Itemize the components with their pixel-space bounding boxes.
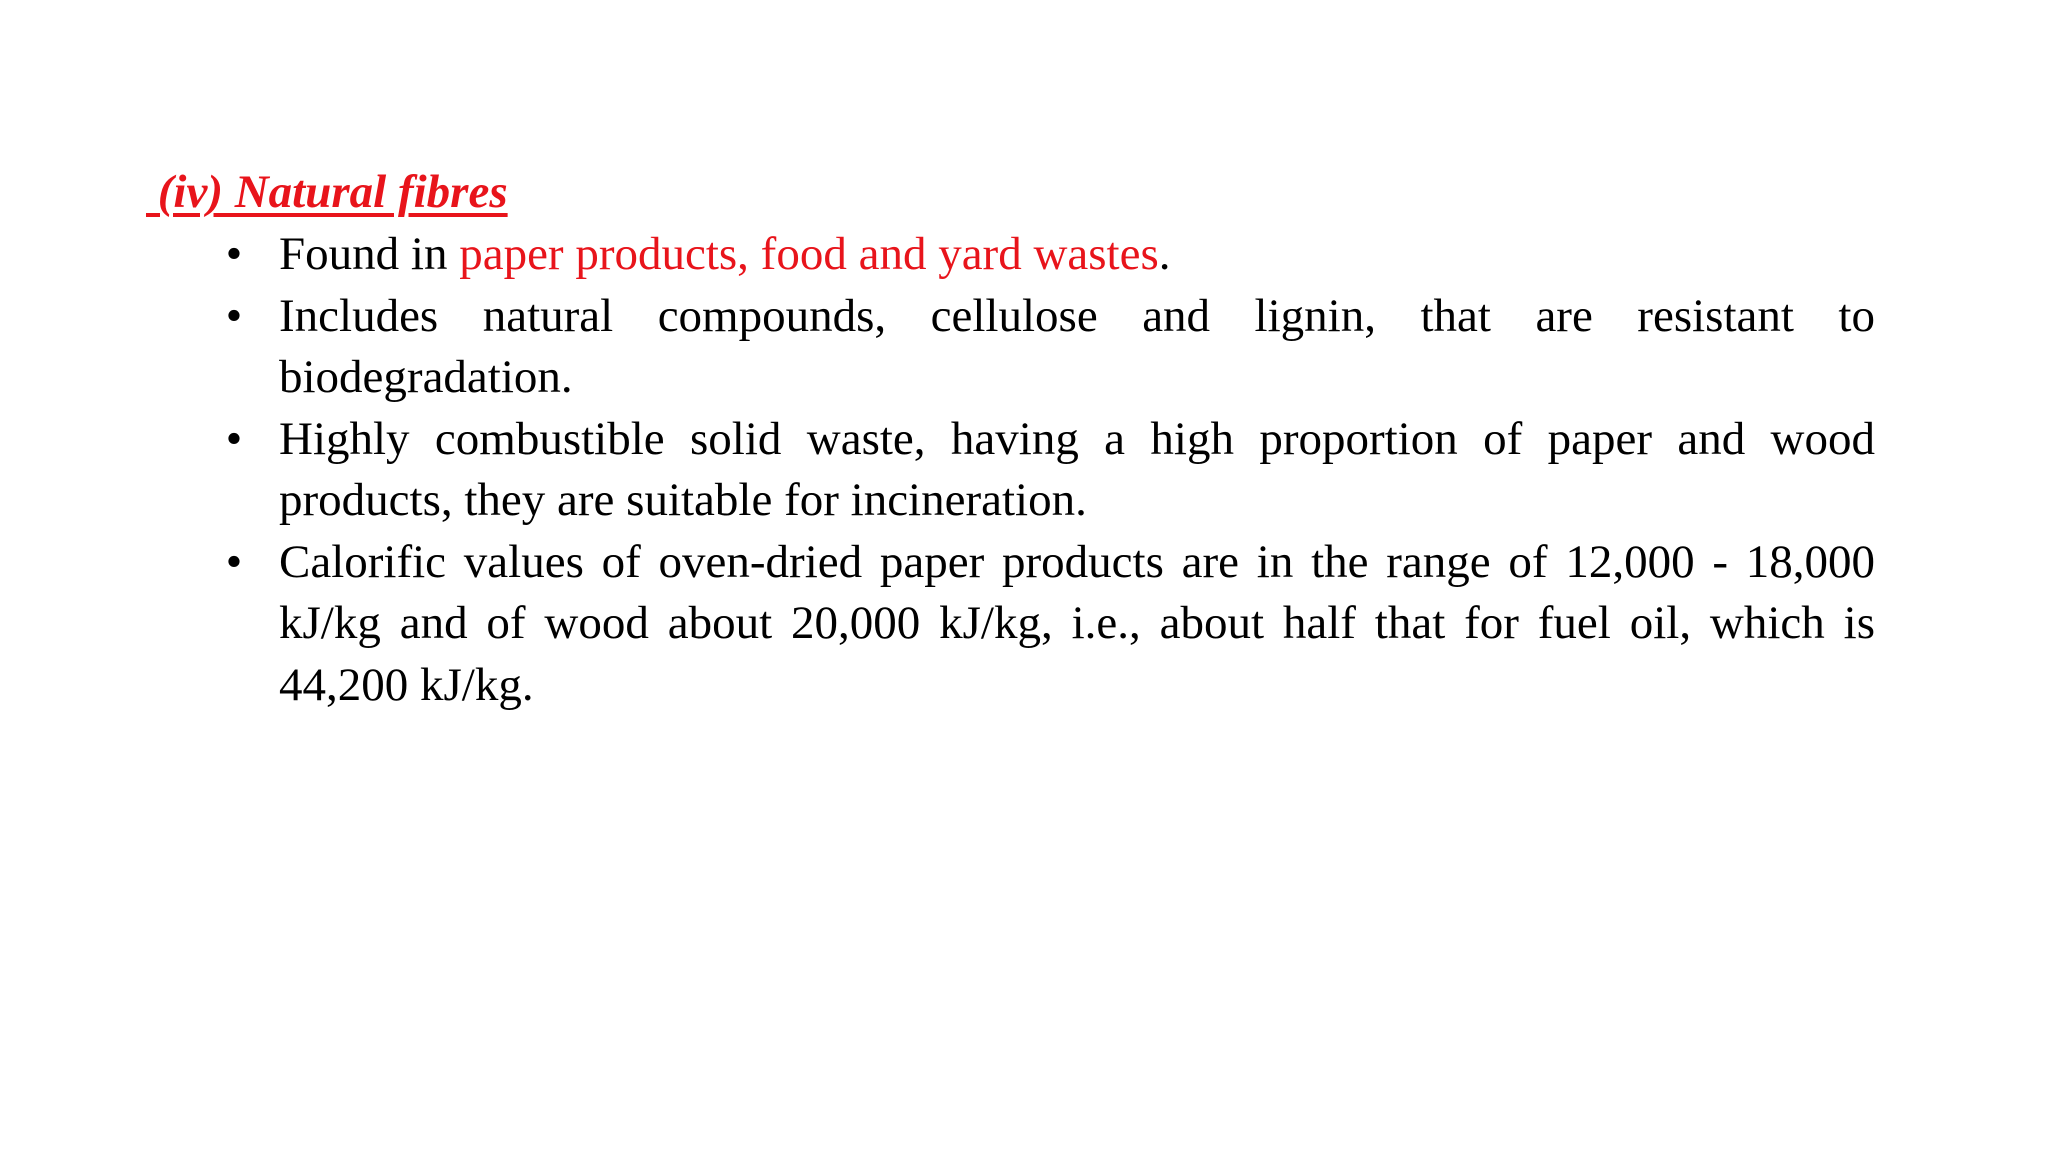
- bullet-item-found-in: [225, 224, 1875, 286]
- bullet-icon: •: [225, 412, 243, 465]
- bullet-text: Includes natural compounds, cellulose and lignin, that are resistant to biodegradation.: [279, 289, 1875, 403]
- bullet-icon: •: [225, 289, 243, 342]
- bullet-text: Calorific values of oven-dried paper products are in the range of 12,000 - 18,000 kJ/kg and of wood about 20,000 kJ/kg, i.e., about half that for fuel oil, which is 44,200 kJ/kg.: [279, 535, 1875, 711]
- bullet-icon: •: [225, 535, 243, 588]
- bullet-icon: •: [225, 228, 243, 280]
- bullet-list: [225, 224, 1875, 716]
- bullet-item-natural-compounds: [225, 286, 1875, 409]
- bullet-item-calorific-values: [225, 532, 1875, 717]
- bullet-text: Highly combustible solid waste, having a high proportion of paper and wood products, they are suitable for incineration.: [279, 412, 1875, 526]
- slide-heading: (iv) Natural fibres: [146, 166, 508, 218]
- bullet-item-combustible: [225, 409, 1875, 532]
- bullet-text-prefix: Found in: [279, 228, 460, 280]
- highlighted-text: paper products, food and yard wastes: [459, 228, 1159, 280]
- bullet-text-suffix: .: [1158, 228, 1171, 280]
